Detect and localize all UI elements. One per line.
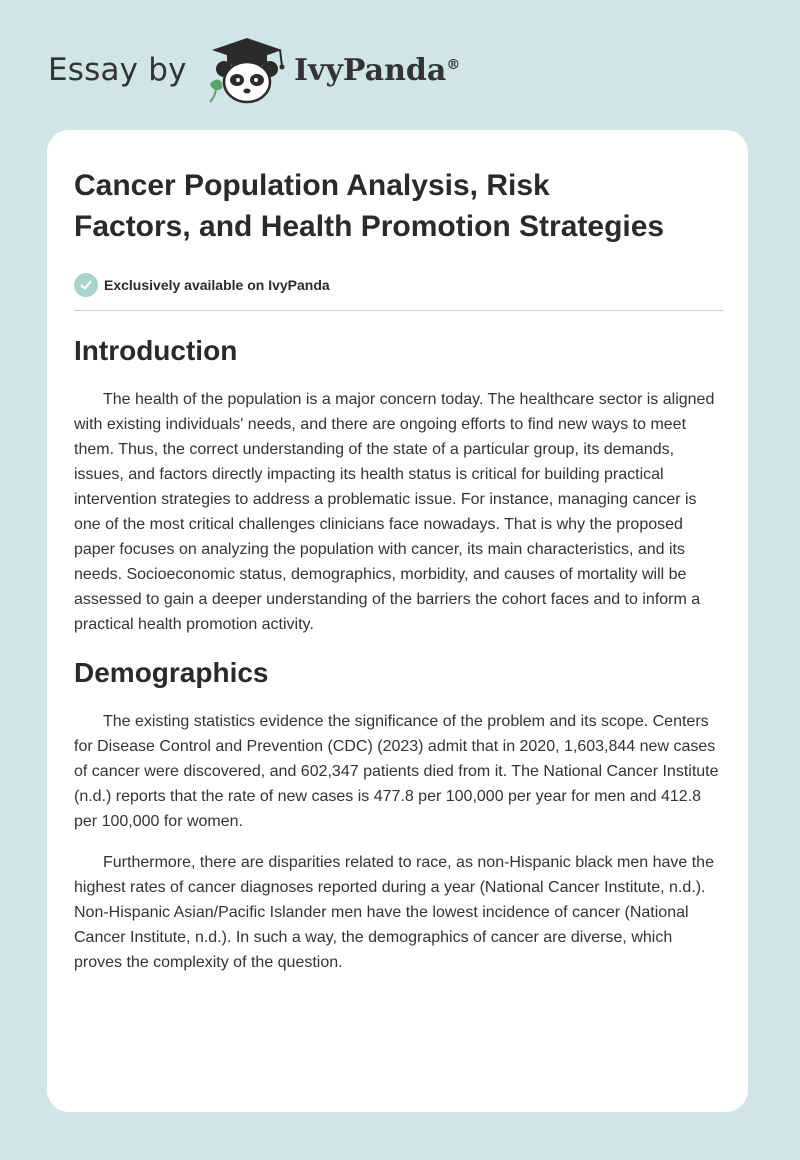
- section-heading-introduction: Introduction: [74, 335, 238, 366]
- checkmark-icon: [74, 273, 98, 297]
- essay-card: [47, 130, 748, 1112]
- brand-name: [294, 53, 460, 88]
- exclusive-badge: [74, 272, 724, 298]
- title-divider: [74, 310, 724, 311]
- brand-name-text: IvyPanda: [294, 53, 447, 88]
- paragraph: Furthermore, there are disparities related to race, as non-Hispanic black men have the highest rates of cancer diagnoses reported during a year (National Cancer Institute, n.d.). Non-Hispanic Asian/Pacific Islander men have the lowest incidence of cancer (National Cancer Institute, n.d.). In such a way, the demographics of cancer are diverse, which proves the complexity of the question.: [74, 854, 714, 971]
- essay-title: Cancer Population Analysis, Risk Factors, and Health Promotion Strategies: [74, 169, 665, 243]
- panda-logo-icon: [202, 36, 292, 106]
- registered-mark: ®: [446, 57, 461, 73]
- paragraph: The health of the population is a major concern today. The healthcare sector is aligned with existing individuals' needs, and there are ongoing efforts to find new ways to meet them. Thus, the correct understanding of the state of a particular group, its demands, issues, and factors directly impacting its health status is critical for building practical intervention strategies to address a problematic issue. For instance, managing cancer is one of the most critical challenges clinicians face nowadays. That is why the proposed paper focuses on analyzing the population with cancer, its main characteristics, and its needs. Socioeconomic status, demographics, morbidity, and causes of mortality will be assessed to gain a deeper understanding of the barriers the cohort faces and to inform a practical health promotion activity.: [74, 391, 715, 633]
- brand-prefix: Essay by: [48, 52, 187, 88]
- brand-header[interactable]: [48, 36, 528, 106]
- essay-content: [74, 165, 724, 975]
- paragraph: The existing statistics evidence the significance of the problem and its scope. Centers for Disease Control and Prevention (CDC) (2023) admit that in 2020, 1,603,844 new cases of cancer were discovered, and 602,347 patients died from it. The National Cancer Institute (n.d.) reports that the rate of new cases is 477.8 per 100,000 per year for men and 412.8 per 100,000 for women.: [74, 713, 719, 830]
- exclusive-label: Exclusively available on IvyPanda: [104, 277, 330, 293]
- section-heading-demographics: Demographics: [74, 657, 269, 688]
